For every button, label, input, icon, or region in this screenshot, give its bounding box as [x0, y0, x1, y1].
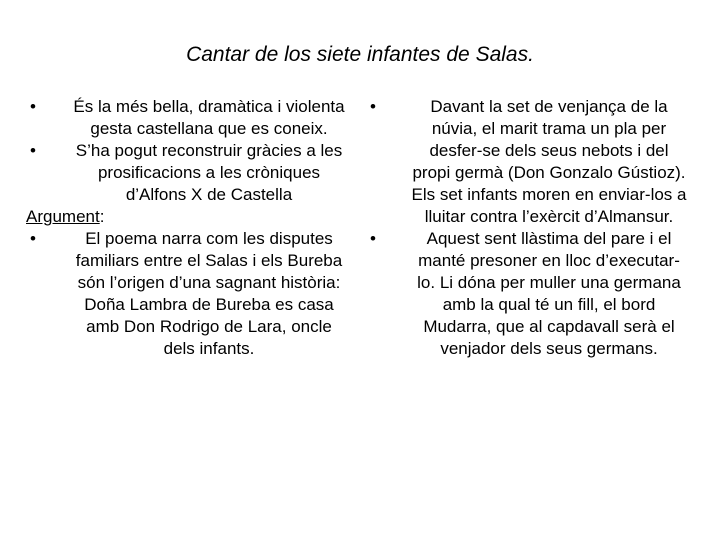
left-column	[26, 96, 348, 360]
bullet-item: • El poema narra com les disputes familiars entre el Salas i els Bureba són l’origen d’una sagnant història: Doña Lambra de Bureba es casa amb Don Rodrigo de Lara, oncle dels infants.	[26, 228, 348, 360]
right-bullet-list	[366, 96, 688, 360]
left-bullet-list-bottom	[26, 228, 348, 360]
argument-heading-label: Argument	[26, 207, 100, 226]
argument-heading-colon: :	[99, 207, 105, 226]
bullet-item: • Davant la set de venjança de la núvia, el marit trama un pla per desfer-se dels seus nebots i del propi germà (Don Gonzalo Gústioz). Els set infants moren en enviar-los a lluitar contra l’exèrcit d’Almansur.	[366, 96, 688, 228]
bullet-item: • S’ha pogut reconstruir gràcies a les prosificacions a les cròniques d’Alfons X de Castella	[26, 140, 348, 206]
bullet-item: • Aquest sent llàstima del pare i el manté presoner en lloc d’executar-lo. Li dóna per muller una germana amb la qual té un fill, el bord Mudarra, que al capdavall serà el venjador dels seus germans.	[366, 228, 688, 360]
right-column	[366, 96, 688, 360]
bullet-item: • És la més bella, dramàtica i violenta gesta castellana que es coneix.	[26, 96, 348, 140]
slide-title: Cantar de los siete infantes de Salas.	[186, 43, 534, 66]
argument-heading	[26, 206, 348, 228]
left-bullet-list-top	[26, 96, 348, 206]
